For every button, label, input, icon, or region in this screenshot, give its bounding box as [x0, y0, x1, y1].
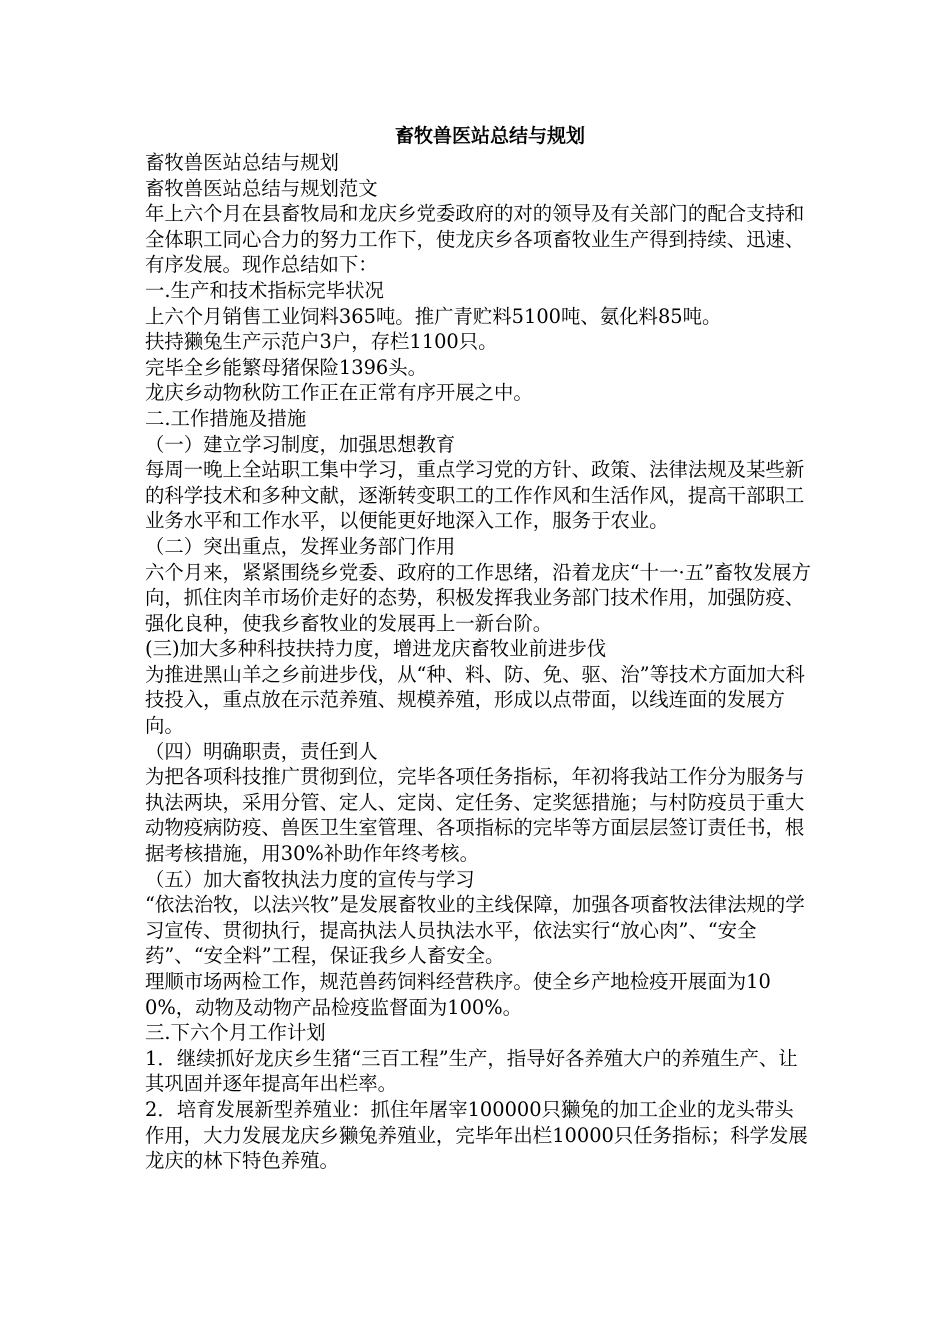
body-paragraph: 年上六个月在县畜牧局和龙庆乡党委政府的对的领导及有关部门的配合支持和全体职工同心合力的努力工作下，使龙庆乡各项畜牧业生产得到持续、迅速、有序发展。现作总结如下： — [145, 202, 805, 277]
body-paragraph: 上六个月销售工业饲料365吨。推广青贮料5100吨、氨化料85吨。 — [145, 304, 722, 328]
subsection-heading: (三)加大多种科技扶持力度，增进龙庆畜牧业前进步伐 — [145, 637, 607, 661]
list-item: 1．继续抓好龙庆乡生猪“三百工程”生产，指导好各养殖大户的养殖生产、让其巩固并逐年提高年出栏率。 — [145, 1046, 798, 1096]
body-paragraph: 扶持獭兔生产示范户3户，存栏1100只。 — [145, 330, 498, 354]
subtitle-line: 畜牧兽医站总结与规划 — [145, 151, 339, 174]
body-paragraph: 为把各项科技推广贯彻到位，完毕各项任务指标，年初将我站工作分为服务与执法两块，采用分管、定人、定岗、定任务、定奖惩措施；与村防疫员于重大动物疫病防疫、兽医卫生室管理、各项指标的完毕等方面层层签订责任书，根据考核措施，用30%补助作年终考核。 — [145, 765, 805, 866]
subtitle-line: 畜牧兽医站总结与规划范文 — [145, 176, 378, 200]
section-heading: 二.工作措施及措施 — [145, 406, 307, 430]
subsection-heading: （五）加大畜牧执法力度的宣传与学习 — [145, 867, 475, 891]
section-heading: 三.下六个月工作计划 — [145, 1021, 326, 1045]
body-paragraph: 六个月来，紧紧围绕乡党委、政府的工作思绪，沿着龙庆“十一·五”畜牧发展方向，抓住肉羊市场价走好的态势，积极发挥我业务部门技术作用，加强防疫、强化良种，使我乡畜牧业的发展再上一新台阶。 — [145, 560, 811, 635]
subsection-heading: （一）建立学习制度，加强思想教育 — [145, 432, 456, 456]
subsection-heading: （二）突出重点，发挥业务部门作用 — [145, 534, 456, 558]
body-paragraph: 每周一晚上全站职工集中学习，重点学习党的方针、政策、法律法规及某些新的科学技术和多种文献，逐渐转变职工的工作作风和生活作风，提高干部职工业务水平和工作水平，以便能更好地深入工作，服务于农业。 — [145, 458, 805, 533]
list-item: 2．培育发展新型养殖业：抓住年屠宰100000只獭兔的加工企业的龙头带头作用，大力发展龙庆乡獭兔养殖业，完毕年出栏10000只任务指标；科学发展龙庆的林下特色养殖。 — [145, 1097, 808, 1173]
body-paragraph: 完毕全乡能繁母猪保险1396头。 — [145, 355, 428, 379]
body-paragraph: 龙庆乡动物秋防工作正在正常有序开展之中。 — [145, 381, 533, 405]
body-paragraph: 为推进黑山羊之乡前进步伐，从“种、料、防、免、驱、治”等技术方面加大科技投入，重点放在示范养殖、规模养殖，形成以点带面，以线连面的发展方向。 — [145, 662, 805, 738]
body-paragraph: 理顺市场两检工作，规范兽药饲料经营秩序。使全乡产地检疫开展面为100%，动物及动物产品检疫监督面为100%。 — [145, 970, 771, 1019]
document-page — [145, 122, 813, 1174]
body-paragraph: “依法治牧，以法兴牧”是发展畜牧业的主线保障，加强各项畜牧法律法规的学习宣传、贯彻执行，提高执法人员执法水平，依法实行“放心肉”、“安全药”、“安全料”工程，保证我乡人畜安全。 — [145, 893, 805, 968]
document-title: 畜牧兽医站总结与规划 — [394, 125, 585, 147]
subsection-heading: （四）明确职责，责任到人 — [145, 739, 378, 763]
section-heading: 一.生产和技术指标完毕状况 — [145, 278, 384, 302]
